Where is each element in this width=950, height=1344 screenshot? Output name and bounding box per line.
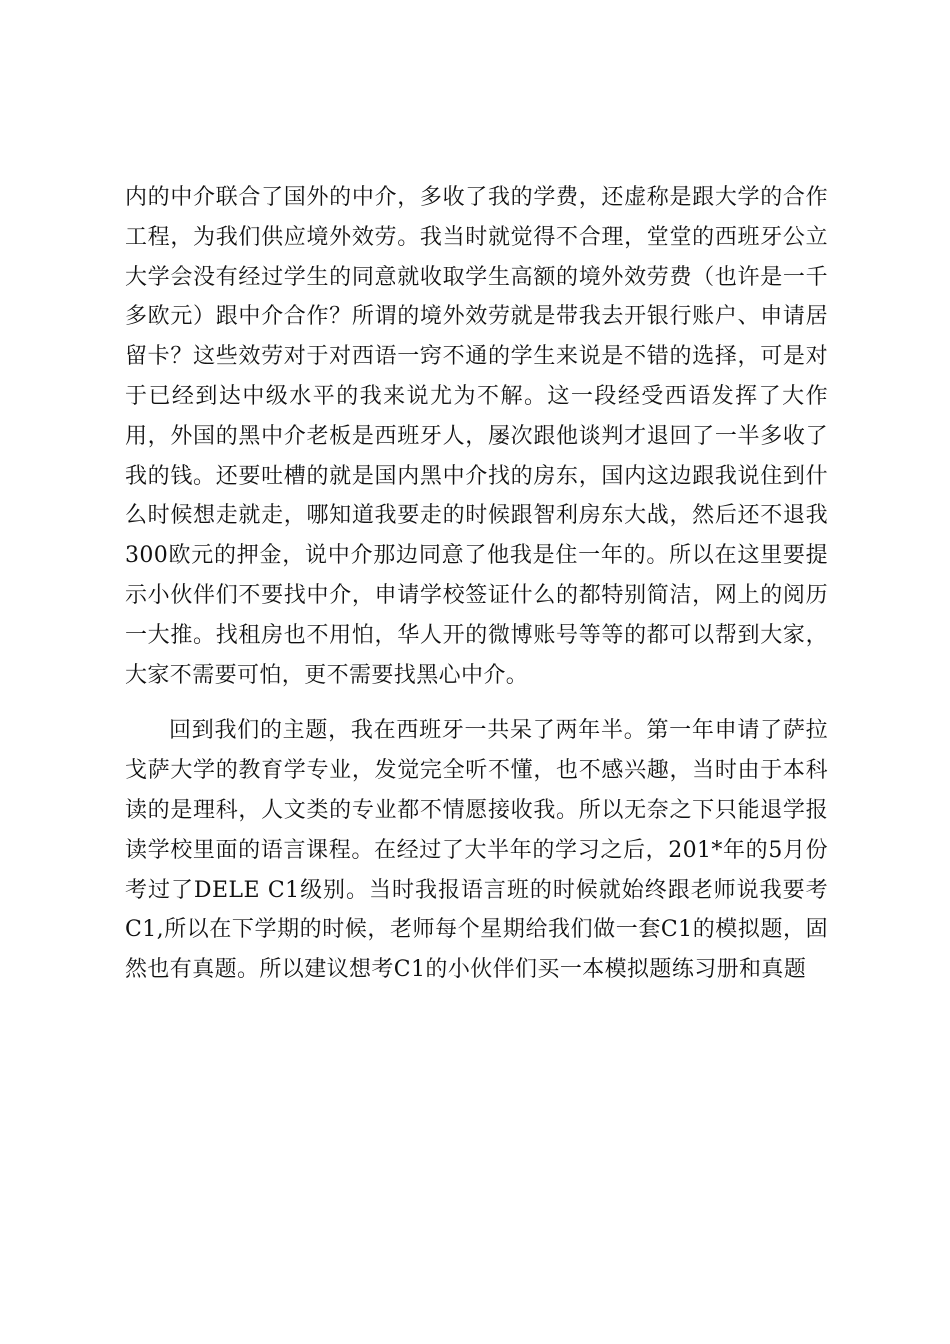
- paragraph-continued: 内的中介联合了国外的中介，多收了我的学费，还虚称是跟大学的合作工程，为我们供应境外效劳。我当时就觉得不合理，堂堂的西班牙公立大学会没有经过学生的同意就收取学生高额的境外效劳费（也许是一千多欧元）跟中介合作？所谓的境外效劳就是带我去开银行账户、申请居留卡？这些效劳对于对西语一窍不通的学生来说是不错的选择，可是对于已经到达中级水平的我来说尤为不解。这一段经受西语发挥了大作用，外国的黑中介老板是西班牙人，屡次跟他谈判才退回了一半多收了我的钱。还要吐槽的就是国内黑中介找的房东，国内这边跟我说住到什么时候想走就走，哪知道我要走的时候跟智利房东大战，然后还不退我300欧元的押金，说中介那边同意了他我是住一年的。所以在这里要提示小伙伴们不要找中介，申请学校签证什么的都特别简洁，网上的阅历一大推。找租房也不用怕，华人开的微博账号等等的都可以帮到大家，大家不需要可怕，更不需要找黑心中介。: [125, 185, 828, 688]
- document-body: [125, 178, 828, 990]
- paragraph-main-topic: 回到我们的主题，我在西班牙一共呆了两年半。第一年申请了萨拉戈萨大学的教育学专业，发觉完全听不懂，也不感兴趣，当时由于本科读的是理科，人文类的专业都不情愿接收我。所以无奈之下只能退学报读学校里面的语言课程。在经过了大半年的学习之后，201*年的5月份考过了DELE C1级别。当时我报语言班的时候就始终跟老师说我要考C1,所以在下学期的时候，老师每个星期给我们做一套C1的模拟题，固然也有真题。所以建议想考C1的小伙伴们买一本模拟题练习册和真题: [125, 718, 828, 983]
